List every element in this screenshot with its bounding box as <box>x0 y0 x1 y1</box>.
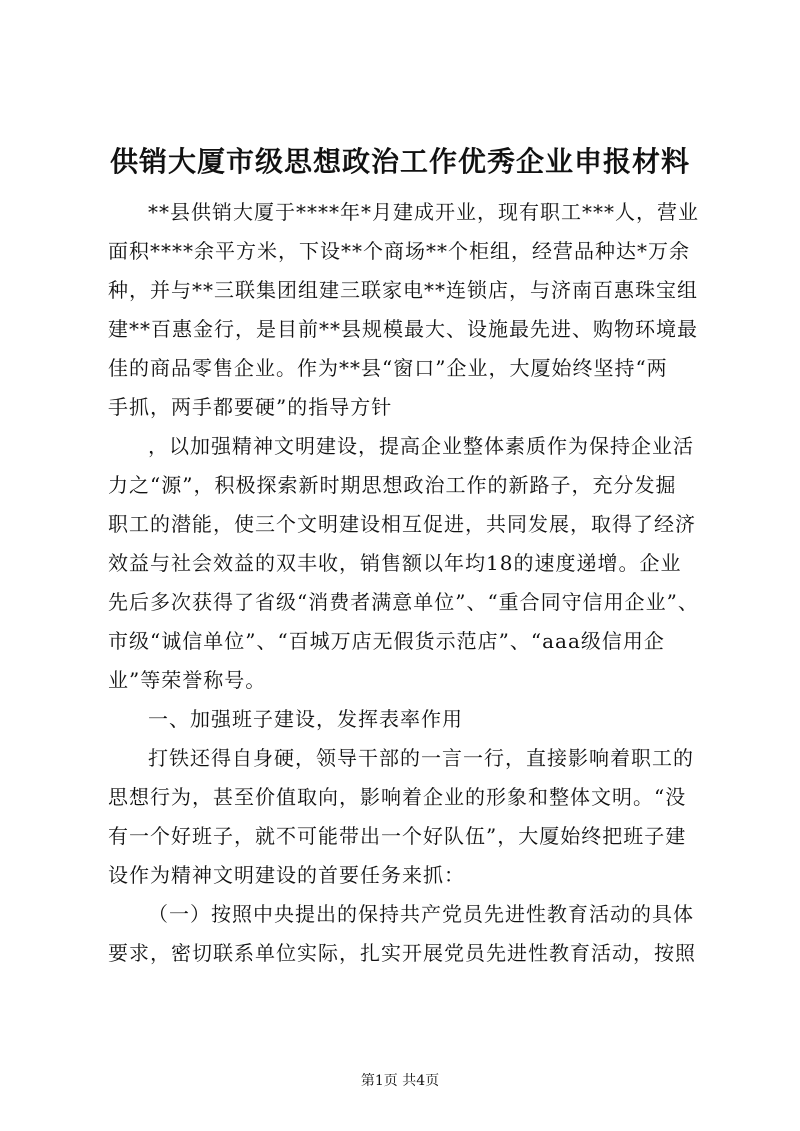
paragraph-1-line-6: 手抓，两手都要硬”的指导方针 <box>108 395 393 419</box>
paragraph-3-line-4: 设作为精神文明建设的首要任务来抓： <box>108 863 465 887</box>
paragraph-2-line-5: 先后多次获得了省级“消费者满意单位”、“重合同守信用企业”、 <box>108 590 699 614</box>
paragraph-2-line-7: 业”等荣誉称号。 <box>108 668 267 692</box>
page-footer: 第1页 共4页 <box>360 1073 440 1089</box>
section-heading-1: 一、加强班子建设，发挥表率作用 <box>148 707 463 731</box>
paragraph-4-line-1: （一）按照中央提出的保持共产党员先进性教育活动的具体 <box>148 902 694 926</box>
paragraph-3-line-1: 打铁还得自身硬，领导干部的一言一行，直接影响着职工的 <box>148 746 694 770</box>
paragraph-2-line-2: 力之“源”，积极探索新时期思想政治工作的新路子，充分发掘 <box>108 473 677 497</box>
paragraph-1-line-3: 种，并与**三联集团组建三联家电**连锁店，与济南百惠珠宝组 <box>108 278 698 302</box>
paragraph-1-line-4: 建**百惠金行，是目前**县规模最大、设施最先进、购物环境最 <box>108 317 698 341</box>
paragraph-2-line-1: ，以加强精神文明建设，提高企业整体素质作为保持企业活 <box>148 434 694 458</box>
document-title: 供销大厦市级思想政治工作优秀企业申报材料 <box>109 145 690 178</box>
paragraph-4-line-2: 要求，密切联系单位实际，扎实开展党员先进性教育活动，按照 <box>108 941 696 965</box>
paragraph-2-line-6: 市级“诚信单位”、“百城万店无假货示范店”、“aaa级信用企 <box>108 629 665 653</box>
paragraph-3-line-2: 思想行为，甚至价值取向，影响着企业的形象和整体文明。“没 <box>108 785 687 809</box>
paragraph-2-line-3: 职工的潜能，使三个文明建设相互促进，共同发展，取得了经济 <box>108 512 696 536</box>
paragraph-2-line-4: 效益与社会效益的双丰收，销售额以年均18的速度递增。企业 <box>108 551 682 575</box>
paragraph-1-line-2: 面积****余平方米，下设**个商场**个柜组，经营品种达*万余 <box>108 239 690 263</box>
paragraph-3-line-3: 有一个好班子，就不可能带出一个好队伍”，大厦始终把班子建 <box>108 824 687 848</box>
paragraph-1-line-5: 佳的商品零售企业。作为**县“窗口”企业，大厦始终坚持“两 <box>108 356 668 380</box>
paragraph-1-line-1: **县供销大厦于****年*月建成开业，现有职工***人，营业 <box>148 200 699 224</box>
